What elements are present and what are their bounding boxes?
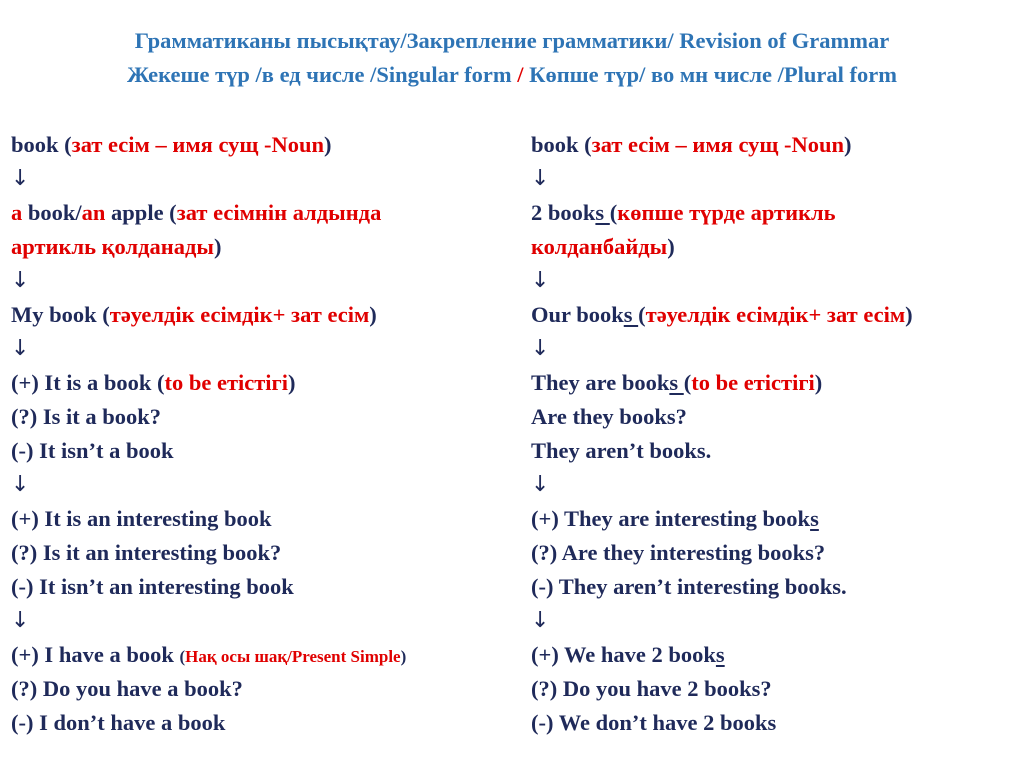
singular-noun-line — [11, 128, 511, 162]
text-segment: apple ( — [105, 200, 177, 225]
slide-title-line2 — [0, 58, 1024, 91]
to-be-note: to be етістігі — [164, 370, 289, 395]
down-arrow-icon: ↓ — [531, 608, 550, 633]
text-segment: ( — [179, 647, 186, 666]
down-arrow-icon: ↓ — [11, 336, 30, 361]
down-arrow-icon: ↓ — [11, 608, 30, 633]
noun-note: зат есім – имя сущ -Noun — [71, 132, 325, 157]
plural-possessive-line — [531, 298, 1021, 332]
plural-suffix: s — [595, 200, 610, 225]
down-arrow-icon: ↓ — [11, 166, 30, 191]
plural-adjective-question: (?) Are they interesting books? — [531, 540, 826, 565]
to-be-positive — [11, 366, 511, 400]
possessive-note: тәуелдік есімдік+ зат есім — [109, 302, 370, 327]
text-segment: ) — [213, 234, 222, 259]
plural-column — [531, 128, 1021, 740]
possessive-line — [11, 298, 511, 332]
text-segment: ( — [638, 302, 646, 327]
title-singular-text: Жекеше түр /в ед числе /Singular form — [127, 62, 518, 87]
plural-present-simple-positive — [531, 638, 1021, 672]
down-arrow-icon: ↓ — [531, 166, 550, 191]
article-line-cont — [11, 230, 511, 264]
adjective-negative: (-) It isn’t an interesting book — [11, 574, 294, 599]
text-segment: ) — [324, 132, 332, 157]
plural-suffix: s — [810, 506, 819, 531]
text-segment: ) — [369, 302, 377, 327]
slide-title-line1 — [0, 24, 1024, 57]
down-arrow-icon: ↓ — [531, 268, 550, 293]
noun-note: зат есім – имя сущ -Noun — [591, 132, 845, 157]
text-segment: (+) It is a book ( — [11, 370, 165, 395]
text-segment: Our book — [531, 302, 624, 327]
text-segment: ) — [667, 234, 675, 259]
title-line1-text: Грамматиканы пысықтау/Закрепление грамматики/ Revision of Grammar — [134, 28, 890, 53]
plural-noun-line — [531, 128, 1021, 162]
adjective-question: (?) Is it an interesting book? — [11, 540, 282, 565]
text-segment: ) — [844, 132, 852, 157]
adjective-positive: (+) It is an interesting book — [11, 506, 272, 531]
present-simple-positive — [11, 638, 511, 672]
plural-suffix: s — [623, 302, 639, 327]
plural-present-simple-negative: (-) We don’t have 2 books — [531, 710, 777, 735]
text-segment: ( — [683, 370, 692, 395]
to-be-note: to be етістігі — [691, 370, 815, 395]
text-segment: My book ( — [11, 302, 110, 327]
down-arrow-icon: ↓ — [11, 268, 30, 293]
text-segment: (+) I have a book — [11, 642, 180, 667]
text-segment: ( — [609, 200, 618, 225]
down-arrow-icon: ↓ — [11, 472, 30, 497]
plural-to-be-negative: They aren’t books. — [531, 438, 712, 463]
present-simple-question: (?) Do you have a book? — [11, 676, 243, 701]
text-segment: (+) We have 2 book — [531, 642, 716, 667]
title-plural-text: Көпше түр/ во мн числе /Plural form — [523, 62, 897, 87]
article-note-cont: артикль қолданады — [11, 234, 214, 259]
text-segment: ) — [814, 370, 823, 395]
plural-number-line-cont — [531, 230, 1021, 264]
text-segment: book ( — [11, 132, 72, 157]
down-arrow-icon: ↓ — [531, 472, 550, 497]
text-segment: ) — [905, 302, 913, 327]
text-segment: book/ — [22, 200, 82, 225]
present-simple-note: Нақ осы шақ/Present Simple — [185, 647, 401, 666]
text-segment: 2 book — [531, 200, 596, 225]
text-segment: ) — [400, 647, 407, 666]
possessive-note: тәуелдік есімдік+ зат есім — [645, 302, 906, 327]
article-an: an — [81, 200, 106, 225]
no-article-note: көпше түрде артикль — [617, 200, 836, 225]
singular-column — [11, 128, 511, 740]
article-note: зат есімнін алдында — [176, 200, 382, 225]
to-be-question: (?) Is it a book? — [11, 404, 162, 429]
plural-number-line — [531, 196, 1021, 230]
title-separator-slash: / — [517, 62, 524, 87]
text-segment: They are book — [531, 370, 670, 395]
plural-to-be-question: Are they books? — [531, 404, 687, 429]
plural-adjective-negative: (-) They aren’t interesting books. — [531, 574, 847, 599]
plural-suffix: s — [715, 642, 725, 667]
down-arrow-icon: ↓ — [531, 336, 550, 361]
plural-to-be-positive — [531, 366, 1021, 400]
article-a: a — [11, 200, 23, 225]
text-segment: book ( — [531, 132, 592, 157]
article-line — [11, 196, 511, 230]
to-be-negative: (-) It isn’t a book — [11, 438, 174, 463]
present-simple-negative: (-) I don’t have a book — [11, 710, 226, 735]
no-article-note-cont: колданбайды — [531, 234, 668, 259]
plural-suffix: s — [669, 370, 684, 395]
text-segment: (+) They are interesting book — [531, 506, 811, 531]
text-segment: ) — [288, 370, 296, 395]
plural-present-simple-question: (?) Do you have 2 books? — [531, 676, 772, 701]
plural-adjective-positive — [531, 502, 1021, 536]
